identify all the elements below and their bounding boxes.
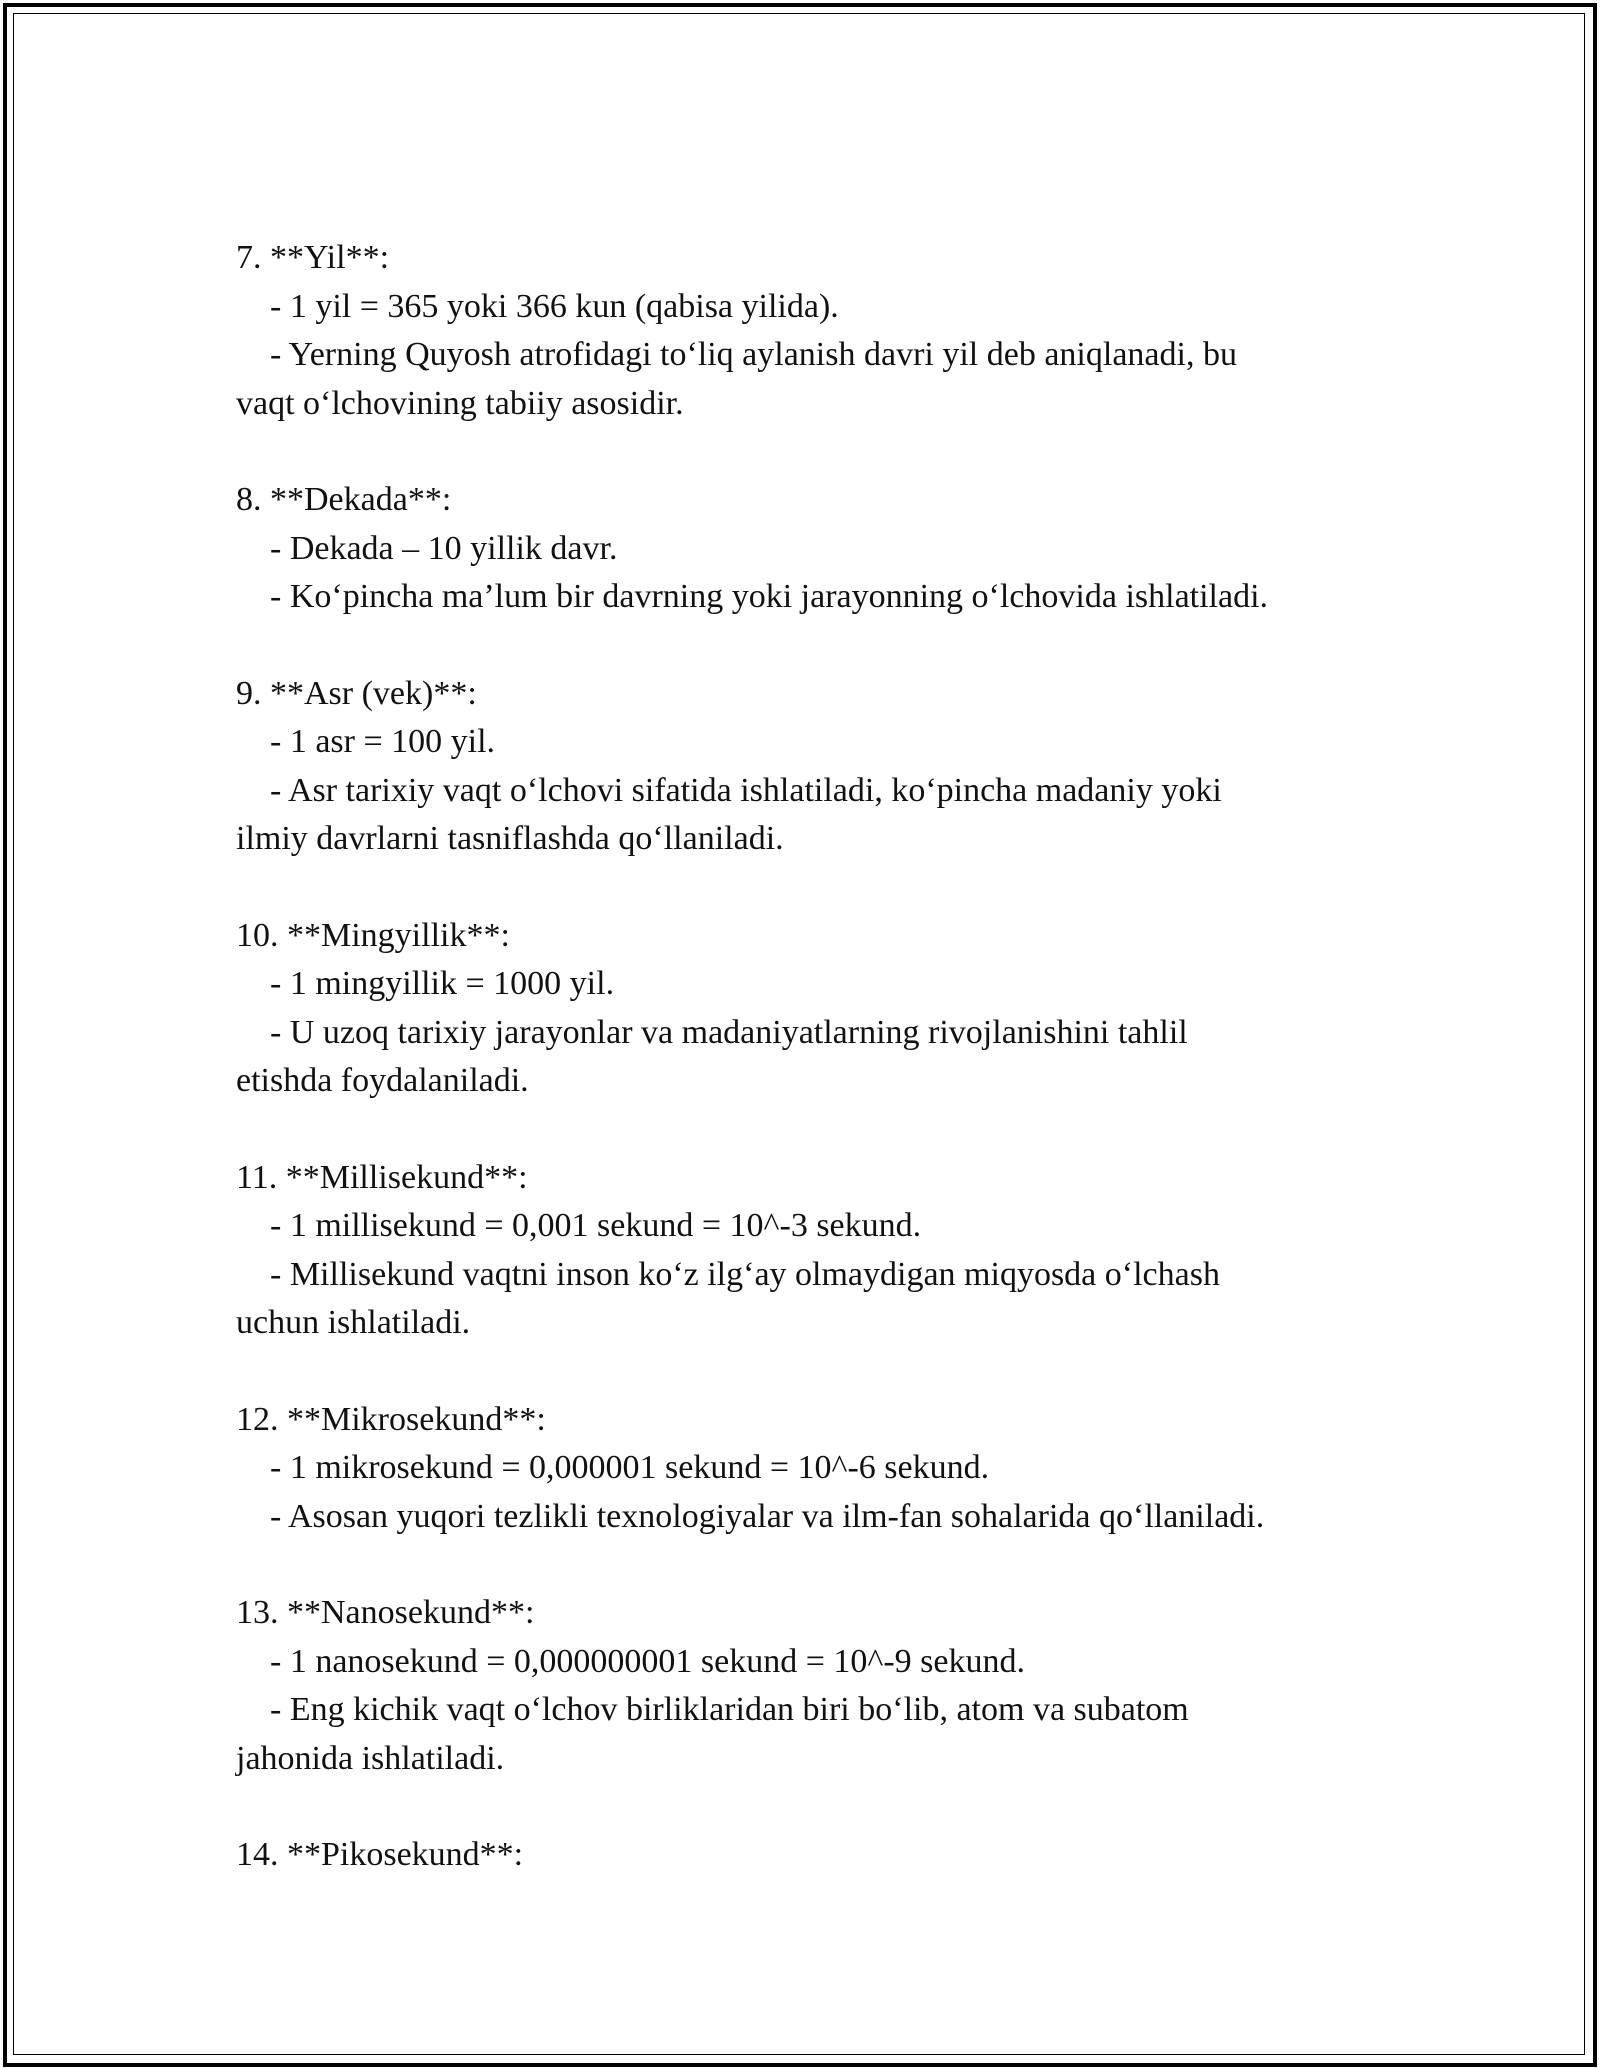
- item-detail: - U uzoq tarixiy jarayonlar va madaniyatlarning rivojlanishini tahlil: [236, 1013, 1188, 1051]
- list-item-millisekund: [236, 1154, 1356, 1348]
- list-item-dekada: [236, 476, 1356, 622]
- item-detail: - Asosan yuqori tezlikli texnologiyalar va ilm-fan sohalarida qo‘llaniladi.: [236, 1497, 1265, 1535]
- item-heading: 11. **Millisekund**:: [236, 1158, 528, 1196]
- item-heading: 13. **Nanosekund**:: [236, 1594, 535, 1631]
- item-detail: uchun ishlatiladi.: [236, 1304, 471, 1341]
- item-detail: - 1 yil = 365 yoki 366 kun (qabisa yilida).: [236, 287, 839, 325]
- item-detail: - Yerning Quyosh atrofidagi to‘liq aylanish davri yil deb aniqlanadi, bu: [236, 336, 1237, 373]
- item-detail: jahonida ishlatiladi.: [236, 1739, 505, 1777]
- list-item-mingyillik: [236, 912, 1356, 1106]
- list-item-mikrosekund: [236, 1396, 1356, 1542]
- item-detail: - Asr tarixiy vaqt o‘lchovi sifatida ishlatiladi, ko‘pincha madaniy yoki: [236, 771, 1222, 809]
- item-heading: 12. **Mikrosekund**:: [236, 1400, 546, 1438]
- item-detail: - 1 nanosekund = 0,000000001 sekund = 10^-9 sekund.: [236, 1642, 1026, 1680]
- item-detail: - 1 millisekund = 0,001 sekund = 10^-3 sekund.: [236, 1207, 922, 1244]
- list-item-asr: [236, 670, 1356, 864]
- list-item-nanosekund: [236, 1589, 1356, 1783]
- item-detail: - Ko‘pincha ma’lum bir davrning yoki jarayonning o‘lchovida ishlatiladi.: [236, 578, 1269, 615]
- item-detail: - Millisekund vaqtni inson ko‘z ilg‘ay olmaydigan miqyosda o‘lchash: [236, 1255, 1220, 1293]
- item-detail: - 1 mingyillik = 1000 yil.: [236, 965, 615, 1002]
- item-detail: - 1 mikrosekund = 0,000001 sekund = 10^-6 sekund.: [236, 1449, 990, 1486]
- item-detail: vaqt o‘lchovining tabiiy asosidir.: [236, 384, 684, 422]
- item-heading: 14. **Pikosekund**:: [236, 1836, 524, 1873]
- item-detail: etishda foydalaniladi.: [236, 1062, 529, 1099]
- document-body: [236, 234, 1356, 1928]
- item-detail: ilmiy davrlarni tasniflashda qo‘llaniladi.: [236, 820, 784, 857]
- item-detail: - Eng kichik vaqt o‘lchov birliklaridan biri bo‘lib, atom va subatom: [236, 1691, 1189, 1728]
- item-heading: 7. **Yil**:: [236, 239, 390, 276]
- item-heading: 10. **Mingyillik**:: [236, 916, 510, 954]
- item-heading: 8. **Dekada**:: [236, 481, 452, 518]
- item-heading: 9. **Asr (vek)**:: [236, 674, 477, 712]
- item-detail: - 1 asr = 100 yil.: [236, 723, 496, 760]
- item-detail: - Dekada – 10 yillik davr.: [236, 529, 618, 567]
- list-item-pikosekund: [236, 1831, 1356, 1880]
- list-item-yil: [236, 234, 1356, 428]
